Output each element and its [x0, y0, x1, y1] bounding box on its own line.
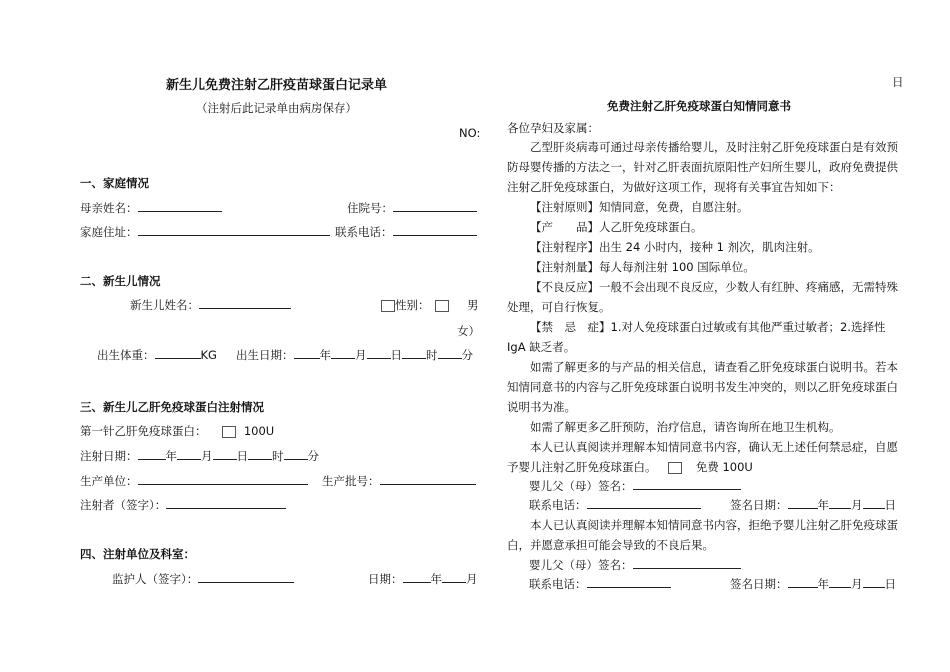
gender-label: 性别： — [395, 298, 430, 312]
year-label: 年 — [319, 348, 331, 362]
contra-paragraph: 【禁 忌 症】1.对人免疫球蛋白过敏或有其他严重过敏者；2.选择性 IgA 缺乏者。 — [507, 320, 886, 354]
parent-sign-field-1[interactable] — [633, 478, 741, 490]
section-family-heading: 一、家庭情况 — [80, 176, 149, 190]
sign-day-field-1[interactable] — [863, 497, 885, 509]
weight-row — [97, 347, 217, 363]
manufacturer-field[interactable] — [138, 473, 308, 485]
guardian-label: 监护人（签字）： — [112, 572, 199, 586]
inject-minute-label: 分 — [307, 449, 319, 463]
address-field[interactable] — [138, 224, 330, 236]
contact-field-2[interactable] — [587, 576, 671, 588]
birth-date-row — [236, 347, 473, 363]
contact-row-1 — [529, 497, 701, 513]
sign-date-label-1: 签名日期： — [730, 498, 788, 512]
batch-field[interactable] — [380, 473, 476, 485]
guardian-month-field[interactable] — [442, 571, 466, 583]
inject-year-field[interactable] — [138, 448, 166, 460]
contact-label-1: 联系电话： — [529, 498, 587, 512]
weight-field[interactable] — [155, 347, 201, 359]
parent-sign-field-2[interactable] — [633, 557, 741, 569]
contact-row-2 — [529, 576, 671, 592]
inject-hour-field[interactable] — [248, 448, 272, 460]
day-label: 日 — [390, 348, 402, 362]
parent-sign-label-2: 婴儿父（母）签名： — [529, 558, 633, 572]
consent-title: 免费注射乙肝免疫球蛋白知情同意书 — [607, 99, 791, 113]
sign-date-row-1 — [730, 497, 896, 513]
gender-checkbox[interactable] — [381, 300, 395, 312]
consent-paragraph — [507, 437, 903, 477]
inject-year-label: 年 — [165, 449, 177, 463]
sign-month-label-1: 月 — [851, 498, 863, 512]
inject-day-field[interactable] — [213, 448, 237, 460]
no-label: NO: — [459, 126, 481, 140]
birth-year-field[interactable] — [294, 347, 320, 359]
parent-sign-row-2 — [529, 557, 741, 573]
weight-unit: KG — [200, 348, 217, 362]
guardian-date-label: 日期： — [368, 572, 403, 586]
birth-day-field[interactable] — [367, 347, 391, 359]
guardian-year-label: 年 — [430, 572, 442, 586]
greeting: 各位孕妇及家属： — [507, 121, 599, 135]
address-row — [80, 224, 330, 240]
birth-date-label: 出生日期： — [236, 348, 294, 362]
contact-field-1[interactable] — [587, 497, 701, 509]
phone-label: 联系电话： — [335, 225, 393, 239]
guardian-month-label: 月 — [466, 572, 478, 586]
parent-sign-row-1 — [529, 478, 741, 494]
birth-hour-field[interactable] — [402, 347, 426, 359]
sign-day-field-2[interactable] — [863, 576, 885, 588]
inject-minute-field[interactable] — [284, 448, 308, 460]
sign-month-field-2[interactable] — [829, 576, 851, 588]
injector-label: 注射者（签字）： — [80, 498, 167, 512]
principle-line: 【注射原则】知情同意，免费，自愿注射。 — [530, 200, 749, 214]
guardian-field[interactable] — [198, 571, 294, 583]
baby-name-row — [130, 297, 291, 313]
injector-field[interactable] — [166, 497, 286, 509]
inject-date-row — [80, 448, 319, 464]
procedure-line: 【注射程序】出生 24 小时内，接种 1 剂次，肌肉注射。 — [530, 240, 820, 254]
birth-month-field[interactable] — [331, 347, 355, 359]
baby-name-label: 新生儿姓名： — [130, 298, 199, 312]
first-dose-row — [80, 423, 274, 439]
baby-name-field[interactable] — [199, 297, 291, 309]
sign-year-label-2: 年 — [817, 577, 829, 591]
inject-date-label: 注射日期： — [80, 449, 138, 463]
consent-checkbox[interactable] — [668, 462, 682, 474]
refuse-paragraph: 本人已认真阅读并理解本知情同意书内容，拒绝予婴儿注射乙肝免疫球蛋白，并愿意承担可能会导致的不良后果。 — [507, 518, 898, 552]
inject-month-field[interactable] — [177, 448, 201, 460]
more-info-paragraph: 如需了解更多的与产品的相关信息，请查看乙肝免疫球蛋白说明书。若本知情同意书的内容与乙肝免疫球蛋白说明书发生冲突的，则以乙肝免疫球蛋白说明书为准。 — [507, 360, 898, 414]
admission-label: 住院号： — [347, 201, 393, 215]
contact-label-2: 联系电话： — [529, 577, 587, 591]
injector-row — [80, 497, 286, 513]
male-label: 男 — [467, 298, 479, 312]
admission-field[interactable] — [393, 200, 477, 212]
first-dose-label: 第一针乙肝免疫球蛋白： — [80, 424, 207, 438]
manufacturer-label: 生产单位： — [80, 474, 138, 488]
prevention-line: 如需了解更多乙肝预防，治疗信息，请咨询所在地卫生机构。 — [530, 420, 841, 434]
mother-name-label: 母亲姓名： — [80, 201, 138, 215]
admission-row — [347, 200, 477, 216]
address-label: 家庭住址： — [80, 225, 138, 239]
record-subtitle: （注射后此记录单由病房保存） — [196, 101, 357, 115]
sign-year-field-1[interactable] — [788, 497, 818, 509]
phone-row — [335, 224, 477, 240]
record-title: 新生儿免费注射乙肝疫苗球蛋白记录单 — [166, 78, 388, 93]
sign-day-label-1: 日 — [884, 498, 896, 512]
sign-date-row-2 — [730, 576, 896, 592]
sign-month-label-2: 月 — [851, 577, 863, 591]
gender-checkbox-2[interactable] — [435, 300, 449, 312]
sign-year-field-2[interactable] — [788, 576, 818, 588]
sign-month-field-1[interactable] — [829, 497, 851, 509]
gender-row — [381, 297, 449, 313]
month-label: 月 — [355, 348, 367, 362]
section-newborn-heading: 二、新生儿情况 — [80, 274, 161, 288]
section-unit-heading: 四、注射单位及科室： — [80, 547, 195, 561]
section-injection-heading: 三、新生儿乙肝免疫球蛋白注射情况 — [80, 400, 264, 414]
intro-paragraph: 乙型肝炎病毒可通过母亲传播给婴儿，及时注射乙肝免疫球蛋白是有效预防母婴传播的方法之一，针对乙肝表面抗原阳性产妇所生婴儿，政府免费提供注射乙肝免疫球蛋白，为做好这项工作，现将有关事宜告知如下： — [507, 140, 898, 194]
reaction-paragraph: 【不良反应】一般不会出现不良反应，少数人有红肿、疼痛感，无需特殊处理，可自行恢复。 — [507, 280, 898, 314]
minute-label: 分 — [461, 348, 473, 362]
sign-day-label-2: 日 — [884, 577, 896, 591]
product-line: 【产 品】人乙肝免疫球蛋白。 — [530, 220, 703, 234]
guardian-year-field[interactable] — [403, 571, 431, 583]
consent-text: 本人已认真阅读并理解本知情同意书内容，确认无上述任何禁忌症，自愿予婴儿注射乙肝免疫球蛋白。 — [507, 440, 898, 474]
female-label: 女） — [457, 324, 480, 338]
inject-day-label: 日 — [236, 449, 248, 463]
phone-field[interactable] — [393, 224, 477, 236]
birth-minute-field[interactable] — [438, 347, 462, 359]
hour-label: 时 — [426, 348, 438, 362]
inject-month-label: 月 — [201, 449, 213, 463]
corner-day: 日 — [892, 75, 904, 89]
free-100u-label: 免费 100U — [695, 460, 753, 474]
manufacturer-row — [80, 473, 308, 489]
first-dose-checkbox[interactable] — [222, 426, 236, 438]
batch-label: 生产批号： — [322, 474, 380, 488]
weight-label: 出生体重： — [97, 348, 155, 362]
inject-hour-label: 时 — [272, 449, 284, 463]
dosage-line: 【注射剂量】每人每剂注射 100 国际单位。 — [530, 260, 755, 274]
batch-row — [322, 473, 476, 489]
dose-100u-label: 100U — [243, 424, 275, 438]
guardian-row — [112, 571, 294, 587]
sign-year-label-1: 年 — [817, 498, 829, 512]
guardian-date-row — [368, 571, 478, 587]
parent-sign-label-1: 婴儿父（母）签名： — [529, 479, 633, 493]
mother-name-row — [80, 200, 222, 216]
mother-name-field[interactable] — [138, 200, 222, 212]
sign-date-label-2: 签名日期： — [730, 577, 788, 591]
